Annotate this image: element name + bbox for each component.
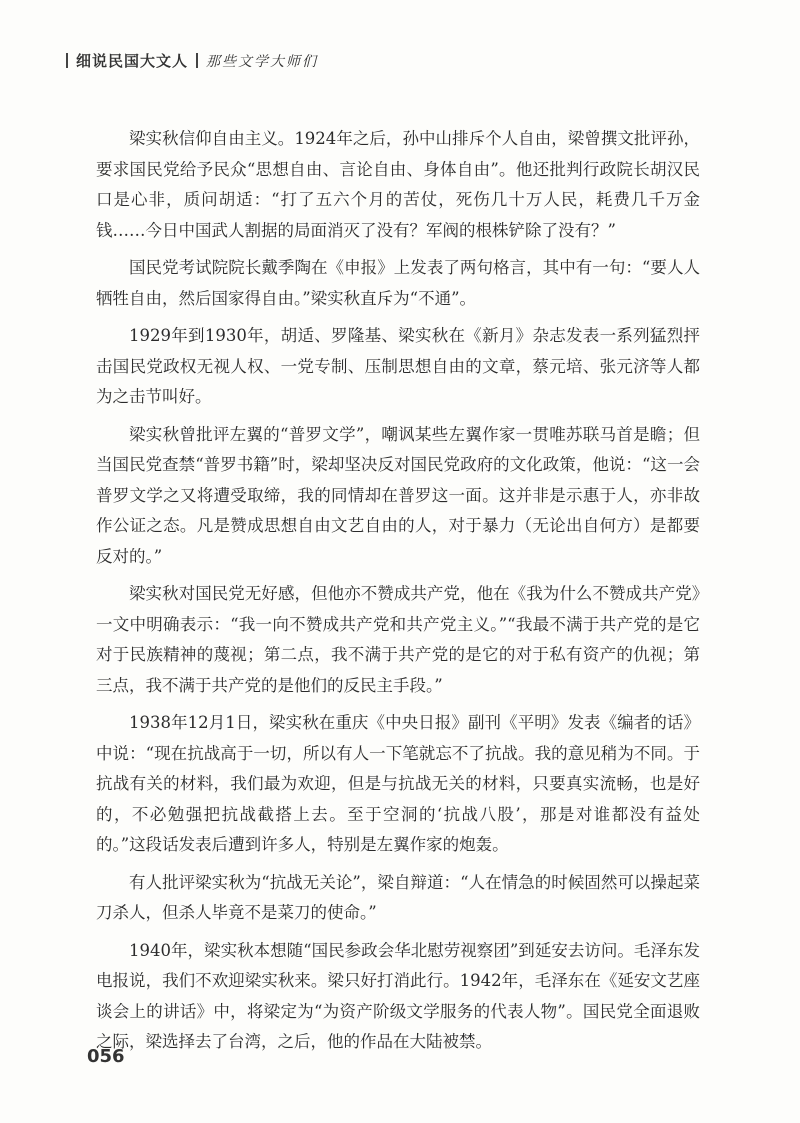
book-title: 细说民国大文人 <box>76 52 189 70</box>
paragraph: 梁实秋曾批评左翼的“普罗文学”，嘲讽某些左翼作家一贯唯苏联马首是瞻；但当国民党查禁“普罗书籍”时，梁却坚决反对国民党政府的文化政策，他说：“这一会普罗文学之又将遭受取缔，我的同情却在普罗这一面。这并非是示惠于人，亦非故作公证之态。凡是赞成思想自由文艺自由的人，对于暴力（无论出自何方）是都要反对的。” <box>96 424 700 566</box>
header-divider <box>66 53 68 68</box>
paragraph: 国民党考试院院长戴季陶在《申报》上发表了两句格言，其中有一句：“要人人牺牲自由，然后国家得自由。”梁实秋直斥为“不通”。 <box>96 258 700 308</box>
header-divider <box>196 53 198 68</box>
paragraph: 梁实秋对国民党无好感，但他亦不赞成共产党，他在《我为什么不赞成共产党》一文中明确表示：“我一向不赞成共产党和共产党主义。”“我最不满于共产党的是它对于民族精神的蔑视；第二点，我不满于共产党的是它的对于私有资产的仇视；第三点，我不满于共产党的是他们的反民主手段。” <box>96 584 700 695</box>
paragraph: 1938年12月1日，梁实秋在重庆《中央日报》副刊《平明》发表《编者的话》中说：“现在抗战高于一切，所以有人一下笔就忘不了抗战。我的意见稍为不同。于抗战有关的材料，我们最为欢迎，但是与抗战无关的材料，只要真实流畅，也是好的，不必勉强把抗战截搭上去。至于空洞的‘抗战八股’，那是对谁都没有益处的。”这段话发表后遭到许多人，特别是左翼作家的炮轰。 <box>96 713 700 854</box>
body-text <box>96 124 700 1065</box>
running-header <box>66 50 318 71</box>
page-number: 056 <box>87 1046 125 1067</box>
chapter-title: 那些文学大师们 <box>206 53 319 70</box>
paragraph: 1929年到1930年，胡适、罗隆基、梁实秋在《新月》杂志发表一系列猛烈抨击国民党政权无视人权、一党专制、压制思想自由的文章，蔡元培、张元济等人都为之击节叫好。 <box>96 326 700 406</box>
paragraph: 1940年，梁实秋本想随“国民参政会华北慰劳视察团”到延安去访问。毛泽东发电报说，我们不欢迎梁实秋来。梁只好打消此行。1942年，毛泽东在《延安文艺座谈会上的讲话》中，将梁定为“为资产阶级文学服务的代表人物”。国民党全面退败之际，梁选择去了台湾，之后，他的作品在大陆被禁。 <box>96 940 700 1051</box>
paragraph: 梁实秋信仰自由主义。1924年之后，孙中山排斥个人自由，梁曾撰文批评孙，要求国民党给予民众“思想自由、言论自由、身体自由”。他还批判行政院长胡汉民口是心非，质问胡适：“打了五六个月的苦仗，死伤几十万人民，耗费几千万金钱……今日中国武人割据的局面消灭了没有？军阀的根株铲除了没有？” <box>96 129 700 240</box>
paragraph: 有人批评梁实秋为“抗战无关论”，梁自辩道：“人在情急的时候固然可以操起菜刀杀人，但杀人毕竟不是菜刀的使命。” <box>96 872 700 922</box>
